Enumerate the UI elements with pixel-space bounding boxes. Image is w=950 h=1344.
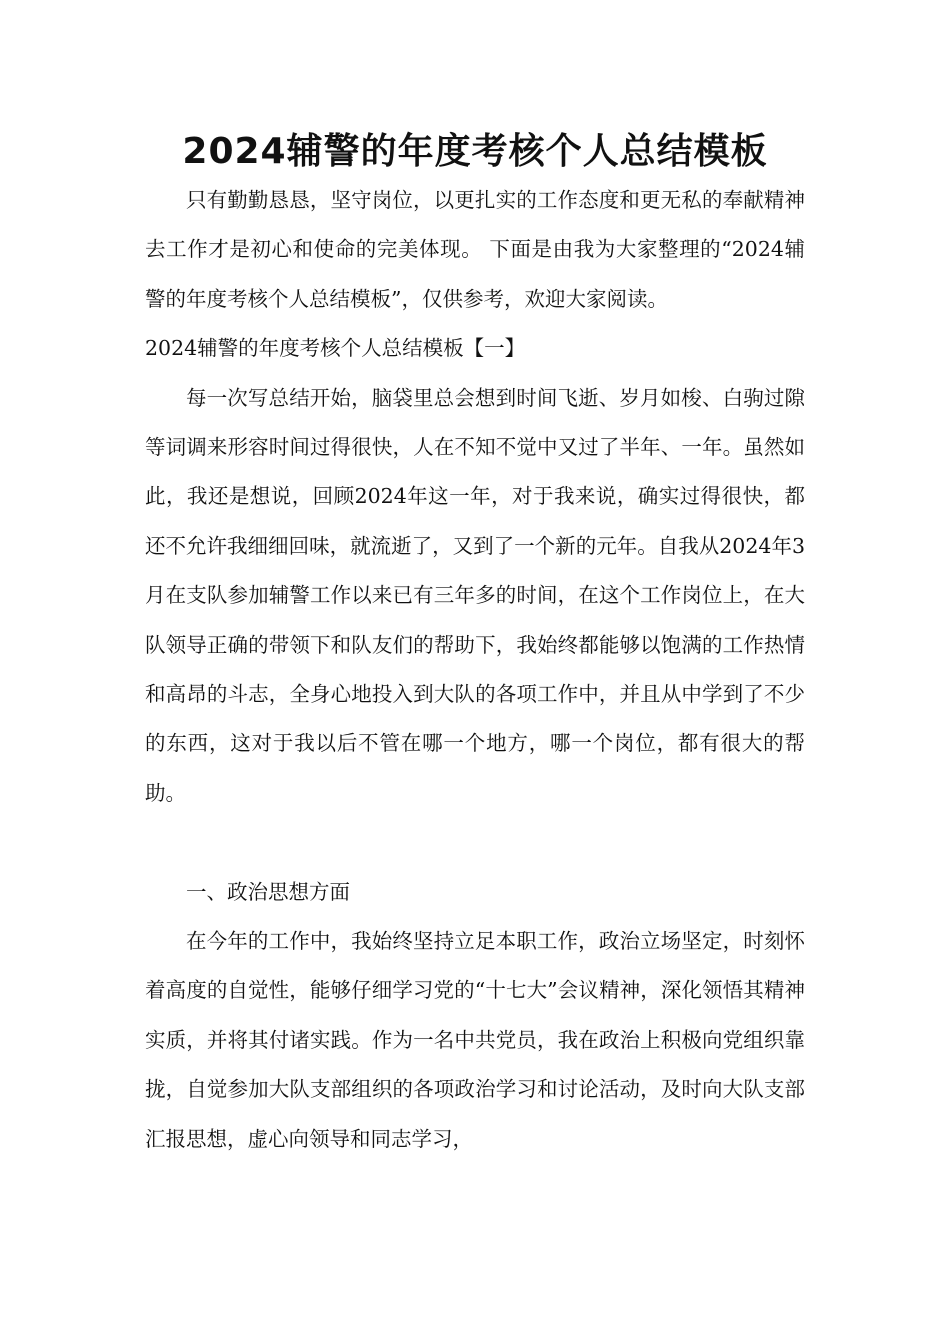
intro-paragraph: 只有勤勤恳恳，坚守岗位，以更扎实的工作态度和更无私的奉献精神去工作才是初心和使命的完美体现。 下面是由我为大家整理的“2024辅警的年度考核个人总结模板”，仅供参考，欢迎大家阅读。 xyxy=(145,188,805,311)
document-title: 2024辅警的年度考核个人总结模板 xyxy=(182,131,768,172)
subheading-politics: 一、政治思想方面 xyxy=(186,879,350,904)
body-paragraph-2: 在今年的工作中，我始终坚持立足本职工作，政治立场坚定，时刻怀着高度的自觉性，能够仔细学习党的“十七大”会议精神，深化领悟其精神实质，并将其付诸实践。作为一名中共党员，我在政治上积极向党组织靠拢，自觉参加大队支部组织的各项政治学习和讨论活动，及时向大队支部汇报思想，虚心向领导和同志学习， xyxy=(145,929,805,1151)
paragraph-spacer xyxy=(145,818,805,867)
section-heading: 2024辅警的年度考核个人总结模板【一】 xyxy=(145,336,526,361)
document-body xyxy=(145,176,805,1164)
body-paragraph-1: 每一次写总结开始，脑袋里总会想到时间飞逝、岁月如梭、白驹过隙等词调来形容时间过得很快，人在不知不觉中又过了半年、一年。虽然如此，我还是想说，回顾2024年这一年，对于我来说，确实过得很快，都还不允许我细细回味，就流逝了，又到了一个新的元年。自我从2024年3月在支队参加辅警工作以来已有三年多的时间，在这个工作岗位上，在大队领导正确的带领下和队友们的帮助下，我始终都能够以饱满的工作热情和高昂的斗志，全身心地投入到大队的各项工作中，并且从中学到了不少的东西，这对于我以后不管在哪一个地方，哪一个岗位，都有很大的帮助。 xyxy=(145,385,805,805)
